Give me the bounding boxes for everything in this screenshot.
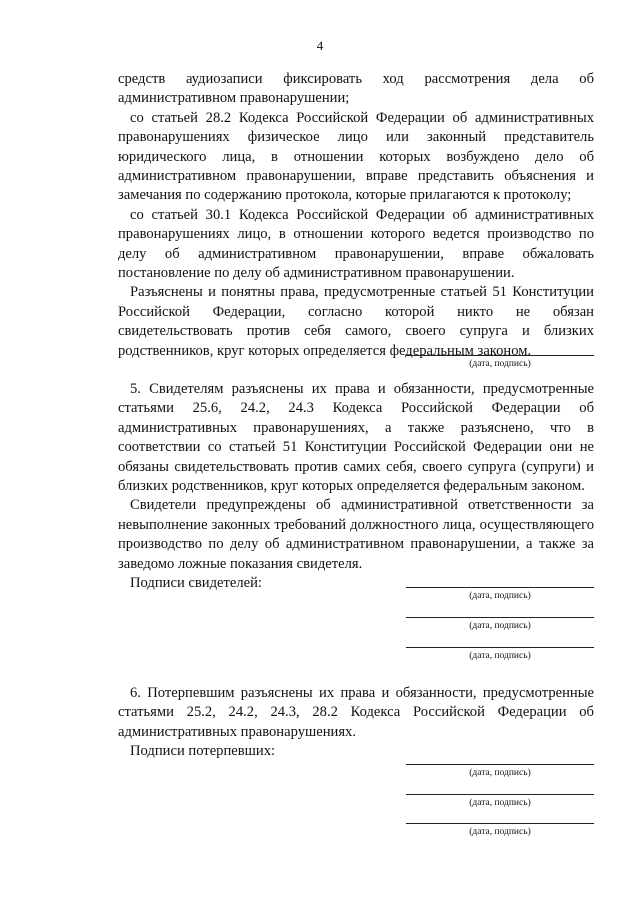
victim-signature-caption-2: (дата, подпись) — [469, 798, 531, 808]
witness-signature-caption-3: (дата, подпись) — [469, 651, 531, 661]
signature-caption: (дата, подпись) — [469, 359, 531, 369]
paragraph-article-28-2: со статьей 28.2 Кодекса Российской Федерации об административных правонарушениях физическое лицо или законный представитель юридического лица, в отношении которых возбуждено дело об административном правонарушении, вправе представить объяснения и замечания по содержанию протокола, которые прилагаются к протоколу; — [118, 109, 594, 204]
section-5-witnesses — [118, 380, 594, 593]
victim-signature-caption-1: (дата, подпись) — [469, 768, 531, 778]
page-number: 4 — [316, 38, 324, 53]
paragraph-victim-rights: 6. Потерпевшим разъяснены их права и обязанности, предусмотренные статьями 25.2, 24.2, 24.3, 28.2 Кодекса Российской Федерации об административных правонарушениях. — [118, 685, 594, 740]
paragraph-article-30-1: со статьей 30.1 Кодекса Российской Федерации об административных правонарушениях лицо, в отношении которого ведется производство по делу об административном правонарушении, вправе обжаловать постановление по делу об административном правонарушении. — [118, 206, 594, 282]
witness-signature-line-1 — [406, 587, 594, 588]
victim-signature-line-1 — [406, 764, 594, 765]
paragraph-audio-recording: средств аудиозаписи фиксировать ход рассмотрения дела об административном правонарушении; — [118, 71, 594, 107]
rights-block — [118, 70, 594, 361]
victim-signature-line-2 — [406, 794, 594, 795]
witness-signature-line-2 — [406, 617, 594, 618]
paragraph-witness-warning: Свидетели предупреждены об административной ответственности за невыполнение законных требований должностного лица, осуществляющего производство по делу об административном правонарушении, а также за заведомо ложные показания свидетеля. — [118, 497, 594, 572]
signature-line — [406, 355, 594, 356]
witness-signature-caption-1: (дата, подпись) — [469, 591, 531, 601]
paragraph-constitution-51: Разъяснены и понятны права, предусмотренные статьей 51 Конституции Российской Федерации, согласно которой никто не обязан свидетельствовать против себя самого, своего супруга и близких родственников, круг которых определяется федеральным законом. — [118, 284, 594, 359]
witness-signature-caption-2: (дата, подпись) — [469, 621, 531, 631]
victim-signature-caption-3: (дата, подпись) — [469, 827, 531, 837]
paragraph-witness-rights: 5. Свидетелям разъяснены их права и обязанности, предусмотренные статьями 25.6, 24.2, 24.3 Кодекса Российской Федерации об административных правонарушениях, а также разъяснено, что в соответствии со статьей 51 Конституции Российской Федерации они не обязаны свидетельствовать против самих себя, своего супруга (супруги) и близких родственников, круг которых определяется федеральным законом. — [118, 381, 594, 495]
victim-signatures-label: Подписи потерпевших: — [130, 743, 276, 760]
section-6-victims — [118, 684, 594, 762]
witness-signatures-label: Подписи свидетелей: — [130, 575, 262, 592]
witness-signature-line-3 — [406, 647, 594, 648]
victim-signature-line-3 — [406, 823, 594, 824]
